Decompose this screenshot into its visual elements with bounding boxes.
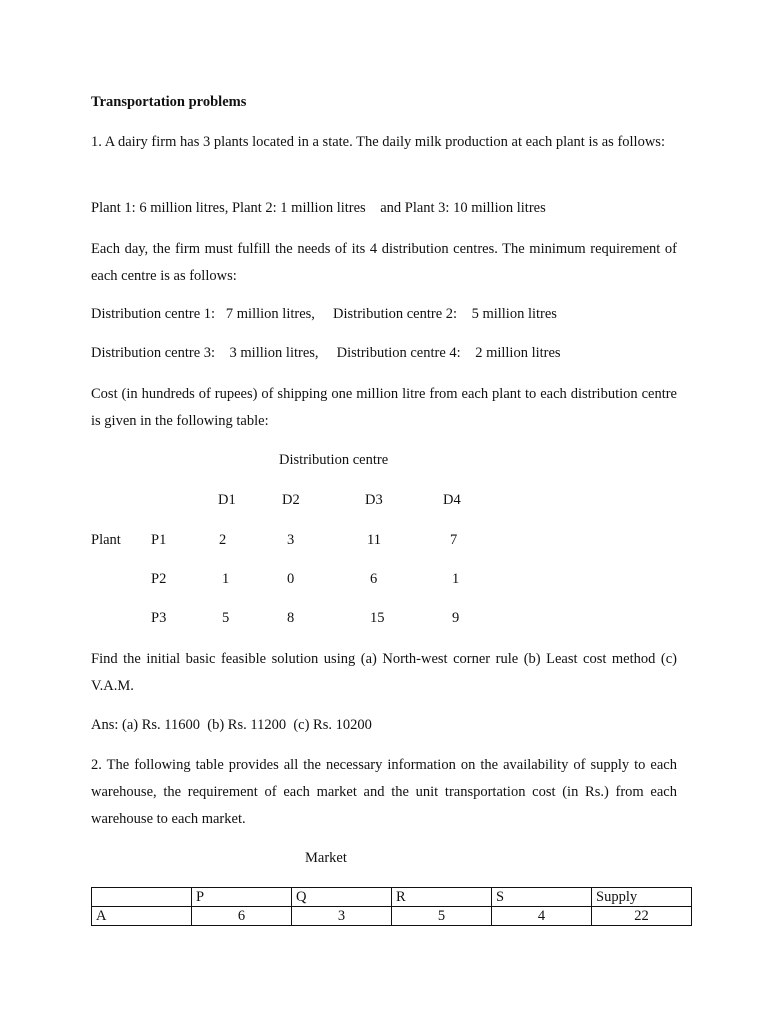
q1-find-text: Find the initial basic feasible solution using (a) North-west corner rule (b) Least cost method (c) V.A.M.	[91, 651, 677, 694]
q2-market-table	[91, 887, 692, 926]
row-label: P2	[151, 571, 167, 587]
column-header: D2	[282, 492, 300, 508]
q1-dc-line-1: Distribution centre 1: 7 million litres, Distribution centre 2: 5 million litres	[91, 306, 557, 322]
column-header: R	[392, 888, 492, 907]
column-header: D3	[365, 492, 383, 508]
page-title: Transportation problems	[91, 94, 247, 110]
table-cell: 2	[219, 532, 227, 548]
table-cell: 6	[370, 571, 378, 587]
table-cell: 15	[370, 610, 385, 626]
table-cell: 22	[592, 907, 692, 926]
q1-cost-text: Cost (in hundreds of rupees) of shipping one million litre from each plant to each distribution centre is given in the following table:	[91, 386, 677, 429]
q1-plants-line: Plant 1: 6 million litres, Plant 2: 1 million litres and Plant 3: 10 million litres	[91, 200, 546, 216]
column-header: S	[492, 888, 592, 907]
table-cell: 8	[287, 610, 295, 626]
table-cell: 1	[222, 571, 230, 587]
table-cell: 7	[450, 532, 458, 548]
table-header: Distribution centre	[279, 452, 389, 468]
column-header: D1	[218, 492, 236, 508]
table-row	[92, 907, 692, 926]
table-cell: 4	[492, 907, 592, 926]
row-label: P1	[151, 532, 167, 548]
table-cell: 5	[222, 610, 230, 626]
column-header: P	[192, 888, 292, 907]
q1-need-text: Each day, the firm must fulfill the needs of its 4 distribution centres. The minimum requirement of each centre is as follows:	[91, 241, 677, 284]
table-cell: 3	[287, 532, 295, 548]
table-cell: 11	[367, 532, 381, 548]
table-header-row	[92, 888, 692, 907]
column-header: Supply	[592, 888, 692, 907]
table-cell: 9	[452, 610, 460, 626]
table-cell: 1	[452, 571, 460, 587]
q1-answer: Ans: (a) Rs. 11600 (b) Rs. 11200 (c) Rs. 10200	[91, 717, 372, 733]
column-header: D4	[443, 492, 461, 508]
table-cell: A	[92, 907, 192, 926]
q1-dc-line-2: Distribution centre 3: 3 million litres, Distribution centre 4: 2 million litres	[91, 345, 561, 361]
table-cell: 5	[392, 907, 492, 926]
q2-table-title: Market	[305, 850, 347, 866]
row-label: P3	[151, 610, 167, 626]
table-cell: 6	[192, 907, 292, 926]
q1-intro: 1. A dairy firm has 3 plants located in a state. The daily milk production at each plant is as follows:	[91, 134, 665, 150]
q2-intro: 2. The following table provides all the necessary information on the availability of supply to each warehouse, the requirement of each market and the unit transportation cost (in Rs.) from each warehouse to each market.	[91, 757, 677, 827]
column-header	[92, 888, 192, 907]
column-header: Q	[292, 888, 392, 907]
table-cell: 3	[292, 907, 392, 926]
row-group-label: Plant	[91, 532, 121, 548]
table-cell: 0	[287, 571, 295, 587]
